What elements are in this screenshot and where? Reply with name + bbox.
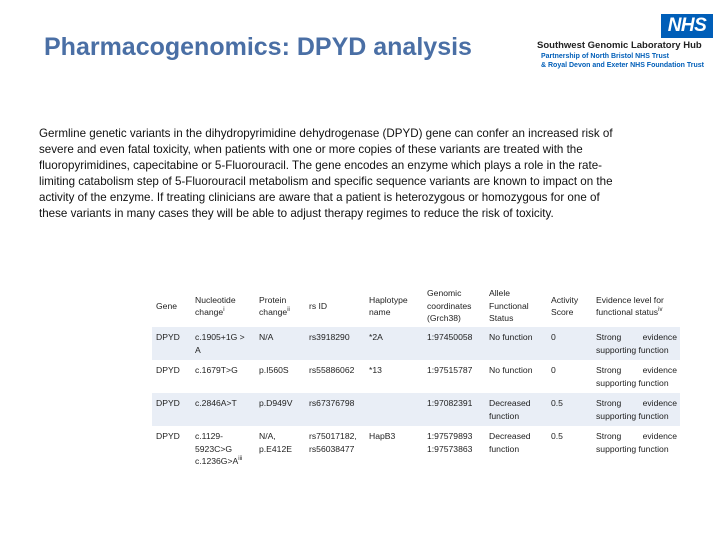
cell-protein: p.D949V bbox=[255, 393, 305, 426]
header-activity-score: Activity Score bbox=[547, 285, 592, 327]
cell-rsid: rs67376798 bbox=[305, 393, 365, 426]
cell-coordinates: 1:97450058 bbox=[423, 327, 485, 360]
nhs-badge: NHS bbox=[661, 14, 713, 38]
header-nucleotide: Nucleotide change$^i$ bbox=[191, 285, 255, 327]
cell-allele-status: Decreased function bbox=[485, 426, 547, 472]
cell-coordinates: 1:97515787 bbox=[423, 360, 485, 393]
header-evidence: Evidence level for functional status$^{iv}$ bbox=[592, 285, 680, 327]
variant-table bbox=[152, 285, 680, 472]
cell-rsid: rs3918290 bbox=[305, 327, 365, 360]
cell-haplotype: *2A bbox=[365, 327, 423, 360]
cell-nucleotide: c.2846A>T bbox=[191, 393, 255, 426]
cell-haplotype: *13 bbox=[365, 360, 423, 393]
cell-nucleotide: c.1129-5923C>G $c.1236G>A^{iii}$ bbox=[191, 426, 255, 472]
cell-activity-score: 0 bbox=[547, 360, 592, 393]
header-gene: Gene bbox=[152, 285, 191, 327]
cell-evidence: Strong evidence supporting function bbox=[592, 327, 680, 360]
cell-allele-status: Decreased function bbox=[485, 393, 547, 426]
table-row bbox=[152, 327, 680, 360]
cell-gene: DPYD bbox=[152, 393, 191, 426]
cell-allele-status: No function bbox=[485, 360, 547, 393]
header-coordinates: Genomic coordinates (Grch38) bbox=[423, 285, 485, 327]
header-protein: Protein change$^{ii}$ bbox=[255, 285, 305, 327]
cell-gene: DPYD bbox=[152, 426, 191, 472]
partnership-line-2: & Royal Devon and Exeter NHS Foundation Trust bbox=[541, 62, 704, 69]
cell-activity-score: 0.5 bbox=[547, 393, 592, 426]
cell-haplotype: HapB3 bbox=[365, 426, 423, 472]
cell-haplotype bbox=[365, 393, 423, 426]
header-haplotype: Haplotype name bbox=[365, 285, 423, 327]
table-row bbox=[152, 393, 680, 426]
cell-protein: N/A bbox=[255, 327, 305, 360]
header-rsid: rs ID bbox=[305, 285, 365, 327]
cell-evidence: Strong evidence supporting function bbox=[592, 360, 680, 393]
cell-gene: DPYD bbox=[152, 327, 191, 360]
cell-nucleotide: c.1679T>G bbox=[191, 360, 255, 393]
header-allele-status: Allele Functional Status bbox=[485, 285, 547, 327]
cell-gene: DPYD bbox=[152, 360, 191, 393]
cell-nucleotide: c.1905+1G > A bbox=[191, 327, 255, 360]
page-title: Pharmacogenomics: DPYD analysis bbox=[44, 33, 472, 61]
cell-activity-score: 0.5 bbox=[547, 426, 592, 472]
cell-protein: N/A, p.E412E bbox=[255, 426, 305, 472]
table-row bbox=[152, 426, 680, 472]
cell-coordinates: 1:97082391 bbox=[423, 393, 485, 426]
intro-paragraph: Germline genetic variants in the dihydropyrimidine dehydrogenase (DPYD) gene can confer an increased risk of severe and even fatal toxicity, when patients with one or more copies of these variants are treated with the fluoropyrimidines, capecitabine or 5-Fluorouracil. The gene encodes an enzyme which plays a role in the rate-limiting catabolism step of 5-Fluorouracil metabolism and specific sequence variants are known to impact on the activity of the enzyme. If treating clinicians are aware that a patient is heterozygous or homozygous for one of these variants in many cases they will be able to adjust therapy regimes to reduce the risk of toxicity. bbox=[39, 127, 613, 221]
table-row bbox=[152, 360, 680, 393]
cell-coordinates: 1:97579893 1:97573863 bbox=[423, 426, 485, 472]
table-header-row bbox=[152, 285, 680, 327]
cell-evidence: Strong evidence supporting function bbox=[592, 393, 680, 426]
cell-rsid: rs75017182, rs56038477 bbox=[305, 426, 365, 472]
partnership-line-1: Partnership of North Bristol NHS Trust bbox=[541, 53, 669, 60]
cell-rsid: rs55886062 bbox=[305, 360, 365, 393]
cell-protein: p.I560S bbox=[255, 360, 305, 393]
cell-activity-score: 0 bbox=[547, 327, 592, 360]
cell-allele-status: No function bbox=[485, 327, 547, 360]
hub-name: Southwest Genomic Laboratory Hub bbox=[537, 40, 702, 51]
cell-evidence: Strong evidence supporting function bbox=[592, 426, 680, 472]
